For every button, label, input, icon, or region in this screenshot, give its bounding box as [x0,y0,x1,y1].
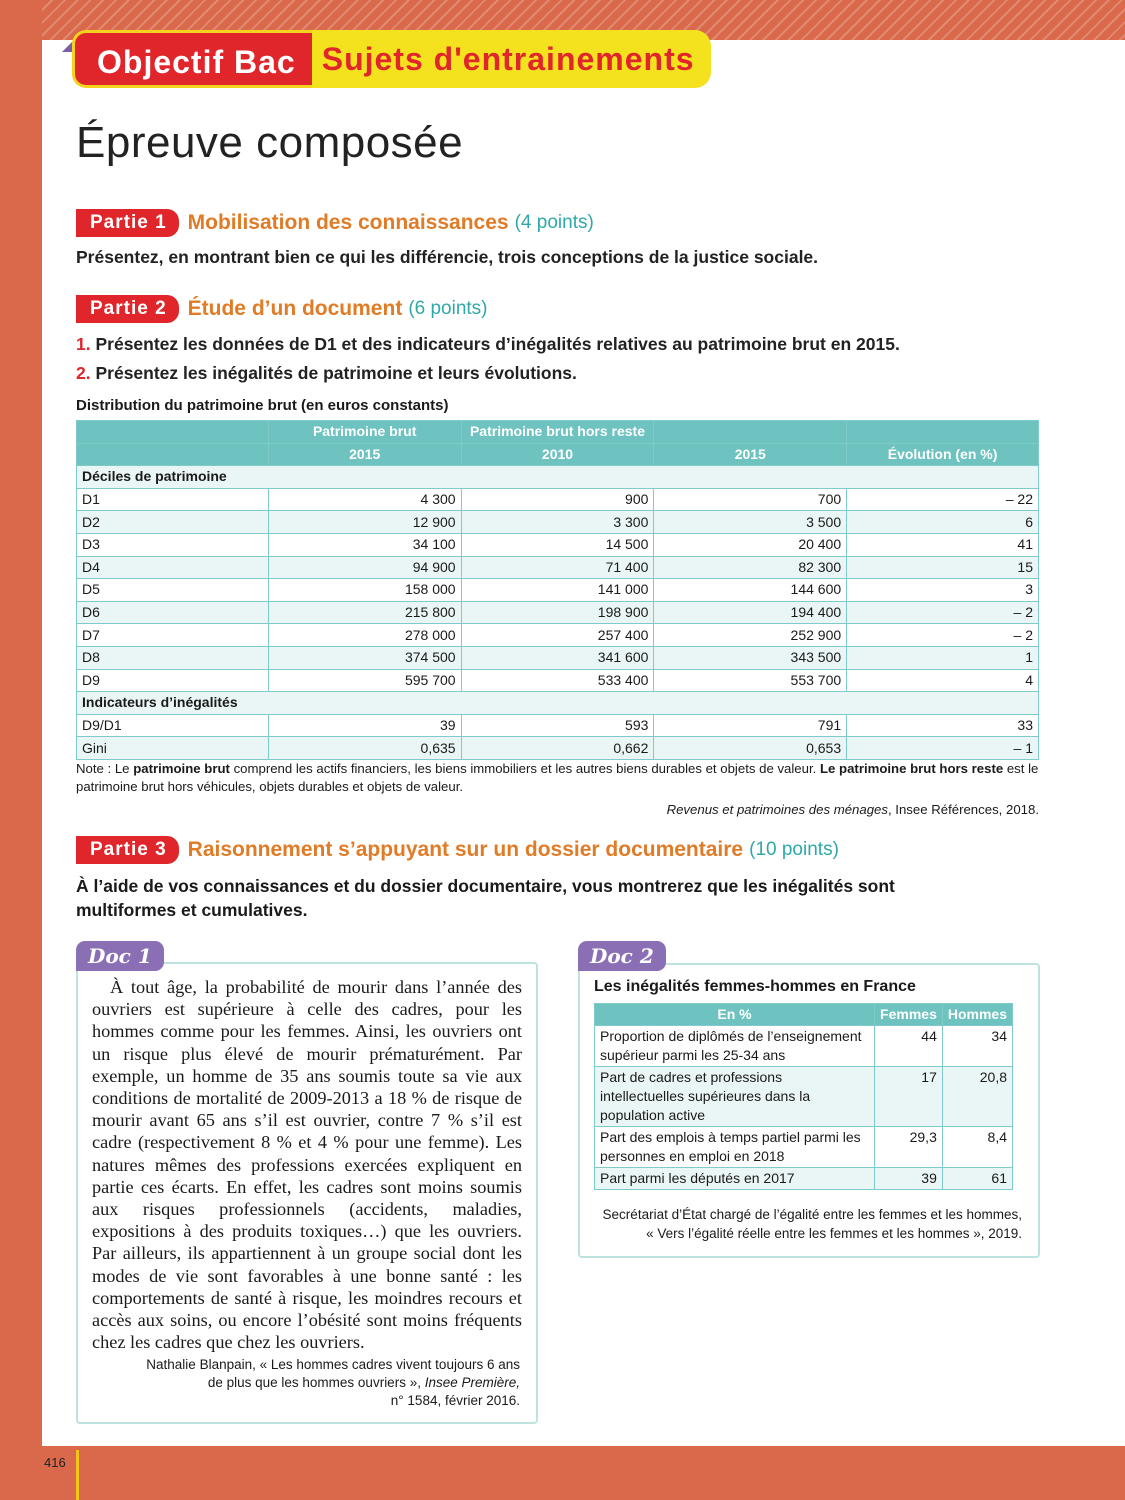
table-row [77,556,1039,579]
table-row [77,533,1039,556]
table-row [77,601,1039,624]
row-label: D8 [77,646,269,669]
table-cell: 14 500 [461,533,654,556]
patrimoine-table [76,420,1039,760]
row-label: D9/D1 [77,714,269,737]
table-cell: 12 900 [268,511,461,534]
table-header-cell: 2010 [461,443,654,466]
table-section-row [77,466,1039,489]
table-cell: 39 [875,1168,943,1190]
row-label: Gini [77,737,269,760]
table-header-cell [77,421,269,444]
table-source [667,802,1039,817]
partie2-heading [76,295,488,323]
table-cell: 593 [461,714,654,737]
table-cell: 82 300 [654,556,847,579]
table-cell: 34 100 [268,533,461,556]
doc1-text: À tout âge, la probabilité de mourir dans l’année des ouvriers est supérieure à celle des cadres, pour les hommes comme pour les femmes. Ainsi, les ouvriers ont un risque plus élevé de mourir prématurément. Par exemple, un homme de 35 ans soumis toute sa vie aux conditions de mortalité de 2009-2013 a 18 % de risque de mourir avant 65 ans s’il est ouvrier, contre 7 % s’il est cadre (respectivement 8 % et 4 % pour une femme). Les natures mêmes des professions exercées expliquent en partie ces écarts. En effet, les cadres sont moins soumis aux risques professionnels (accidents, maladies, expositions à des produits toxiques…) que les ouvriers. Par ailleurs, ils appartiennent à un groupe social dont les modes de vie sont favorables à une bonne santé : les comportements de santé à risque, les moindres recours et accès aux soins, ou encore l’obésité sont moins fréquents chez les cadres que chez les ouvriers. [92,977,522,1353]
table-cell: 215 800 [268,601,461,624]
table-row [595,1127,1013,1168]
table-cell: 1 [847,646,1039,669]
table-header-cell [654,421,847,444]
table-cell: 3 [847,579,1039,602]
row-label: Part des emplois à temps partiel parmi les personnes en emploi en 2018 [595,1127,875,1168]
table-title: Distribution du patrimoine brut (en euros constants) [76,397,449,414]
table-cell: 0,653 [654,737,847,760]
table-cell: 17 [875,1067,943,1127]
table-cell: 341 600 [461,646,654,669]
table-cell: 20 400 [654,533,847,556]
header-tab-sujets: Sujets d'entrainements [312,30,711,88]
table-row [77,737,1039,760]
question-text: Présentez les données de D1 et des indicateurs d’inégalités relatives au patrimoine brut en 2015. [95,334,900,354]
header-tab-objectif-bac: Objectif Bac [72,30,312,88]
partie3-badge: Partie 3 [76,836,179,864]
page-number: 416 [44,1455,66,1470]
doc1-source-line-2 [120,1374,520,1392]
table-cell: 343 500 [654,646,847,669]
table-header-cell: 2015 [654,443,847,466]
table-cell: 39 [268,714,461,737]
row-label: Part de cadres et professions intellectuelles supérieures dans la population active [595,1067,875,1127]
question-text: Présentez les inégalités de patrimoine et leurs évolutions. [95,363,577,383]
table-header-cell: Femmes [875,1004,943,1026]
doc2-source-line-1: Secrétariat d’État chargé de l’égalité entre les femmes et les hommes, [602,1207,1022,1222]
doc1-source [120,1356,520,1410]
table-cell: 6 [847,511,1039,534]
table-cell: 257 400 [461,624,654,647]
table-cell: 0,635 [268,737,461,760]
table-row [77,646,1039,669]
table-row [77,714,1039,737]
table-cell: 791 [654,714,847,737]
source-title: Revenus et patrimoines des ménages [666,802,888,817]
table-cell: 278 000 [268,624,461,647]
table-cell: 4 300 [268,488,461,511]
row-label: D6 [77,601,269,624]
partie1-points: (4 points) [514,212,594,233]
source-publisher: , Insee Références, 2018. [887,802,1039,817]
table-header-row [595,1004,1013,1026]
partie2-points: (6 points) [408,298,488,319]
table-row [595,1026,1013,1067]
table-cell: 41 [847,533,1039,556]
table-note [76,760,1039,796]
table-cell: 198 900 [461,601,654,624]
question-number: 2. [76,363,91,383]
doc2-tab: Doc 2 [578,941,666,971]
table-cell: – 2 [847,624,1039,647]
note-middle: comprend les actifs financiers, les biens immobiliers et les autres biens durables et objets de valeur. [229,761,820,776]
partie2-title: Étude d’un document [187,297,403,320]
row-label: D3 [77,533,269,556]
note-prefix: Note : Le [76,761,134,776]
doc2-table-body [595,1004,1013,1190]
question-number: 1. [76,334,91,354]
table-cell: – 22 [847,488,1039,511]
table-header-cell: 2015 [268,443,461,466]
table-header-cell [77,443,269,466]
table-cell: 29,3 [875,1127,943,1168]
doc2-source [592,1205,1022,1243]
note-term-2: Le patrimoine brut hors reste [819,761,1004,776]
row-label: D9 [77,669,269,692]
table-header-cell: En % [595,1004,875,1026]
table-row [77,511,1039,534]
row-label: D2 [77,511,269,534]
row-label: Proportion de diplômés de l’enseignement supérieur parmi les 25-34 ans [595,1026,875,1067]
partie1-title: Mobilisation des connaissances [187,211,509,234]
table-row [77,579,1039,602]
row-label: D4 [77,556,269,579]
partie2-badge: Partie 2 [76,295,179,323]
partie2-question-1 [76,334,900,355]
partie1-question: Présentez, en montrant bien ce qui les différencie, trois conceptions de la justice sociale. [76,247,819,267]
page-number-bar [76,1450,79,1500]
partie3-consigne: À l’aide de vos connaissances et du dossier documentaire, vous montrerez que les inégalités sont multiformes et cumulatives. [76,876,895,920]
table-cell: 144 600 [654,579,847,602]
doc1-source-publication: Insee Première, [424,1375,520,1390]
doc1-source-line-3: n° 1584, février 2016. [390,1393,520,1408]
table-cell: 34 [942,1026,1012,1067]
table-cell: 44 [875,1026,943,1067]
row-label: D7 [77,624,269,647]
row-label: D5 [77,579,269,602]
left-border-decoration [0,0,42,1500]
bottom-border-decoration [0,1446,1125,1500]
table-header-cell: Patrimoine brut hors reste [461,421,654,444]
partie3-title: Raisonnement s’appuyant sur un dossier documentaire [187,838,744,861]
table-cell: 533 400 [461,669,654,692]
table-cell: 3 500 [654,511,847,534]
table-header-cell [847,421,1039,444]
partie1-badge: Partie 1 [76,209,179,237]
partie3-points: (10 points) [749,839,839,860]
doc2-title: Les inégalités femmes-hommes en France [594,978,916,995]
table-header-row [77,421,1039,444]
page-title: Épreuve composée [76,118,464,167]
table-cell: 0,662 [461,737,654,760]
table-row [595,1067,1013,1127]
table-cell: 595 700 [268,669,461,692]
table-cell: 20,8 [942,1067,1012,1127]
doc1-source-line-2-text: de plus que les hommes ouvriers », [207,1375,425,1390]
table-cell: 700 [654,488,847,511]
partie1-heading [76,209,594,237]
table-cell: 252 900 [654,624,847,647]
table-header-cell: Patrimoine brut [268,421,461,444]
note-term-1: patrimoine brut [133,761,230,776]
row-label: Part parmi les députés en 2017 [595,1168,875,1190]
table-section-label: Déciles de patrimoine [77,466,1039,489]
patrimoine-table-body [77,421,1039,760]
table-cell: 61 [942,1168,1012,1190]
doc2-table [594,1003,1013,1190]
table-cell: 141 000 [461,579,654,602]
table-cell: 374 500 [268,646,461,669]
table-header-cell: Hommes [942,1004,1012,1026]
table-row [595,1168,1013,1190]
doc2-source-line-2: « Vers l’égalité réelle entre les femmes et les hommes », 2019. [646,1226,1022,1241]
table-cell: 900 [461,488,654,511]
table-cell: 71 400 [461,556,654,579]
table-header-cell: Évolution (en %) [847,443,1039,466]
header-tabs [72,30,711,90]
partie3-heading [76,836,839,864]
table-cell: 15 [847,556,1039,579]
table-cell: 3 300 [461,511,654,534]
table-header-row [77,443,1039,466]
table-row [77,669,1039,692]
table-cell: 553 700 [654,669,847,692]
doc1-tab: Doc 1 [76,941,164,971]
table-cell: 8,4 [942,1127,1012,1168]
table-cell: 4 [847,669,1039,692]
table-cell: 158 000 [268,579,461,602]
partie2-question-2 [76,363,577,384]
table-cell: – 2 [847,601,1039,624]
table-section-label: Indicateurs d’inégalités [77,692,1039,715]
table-section-row [77,692,1039,715]
table-cell: 94 900 [268,556,461,579]
table-cell: 194 400 [654,601,847,624]
table-row [77,488,1039,511]
table-row [77,624,1039,647]
doc1-source-line-1: Nathalie Blanpain, « Les hommes cadres vivent toujours 6 ans [146,1357,520,1372]
table-cell: 33 [847,714,1039,737]
table-cell: – 1 [847,737,1039,760]
row-label: D1 [77,488,269,511]
note-end: est le patrimoine brut hors véhicules, objets durables et objets de valeur. [76,761,1039,794]
